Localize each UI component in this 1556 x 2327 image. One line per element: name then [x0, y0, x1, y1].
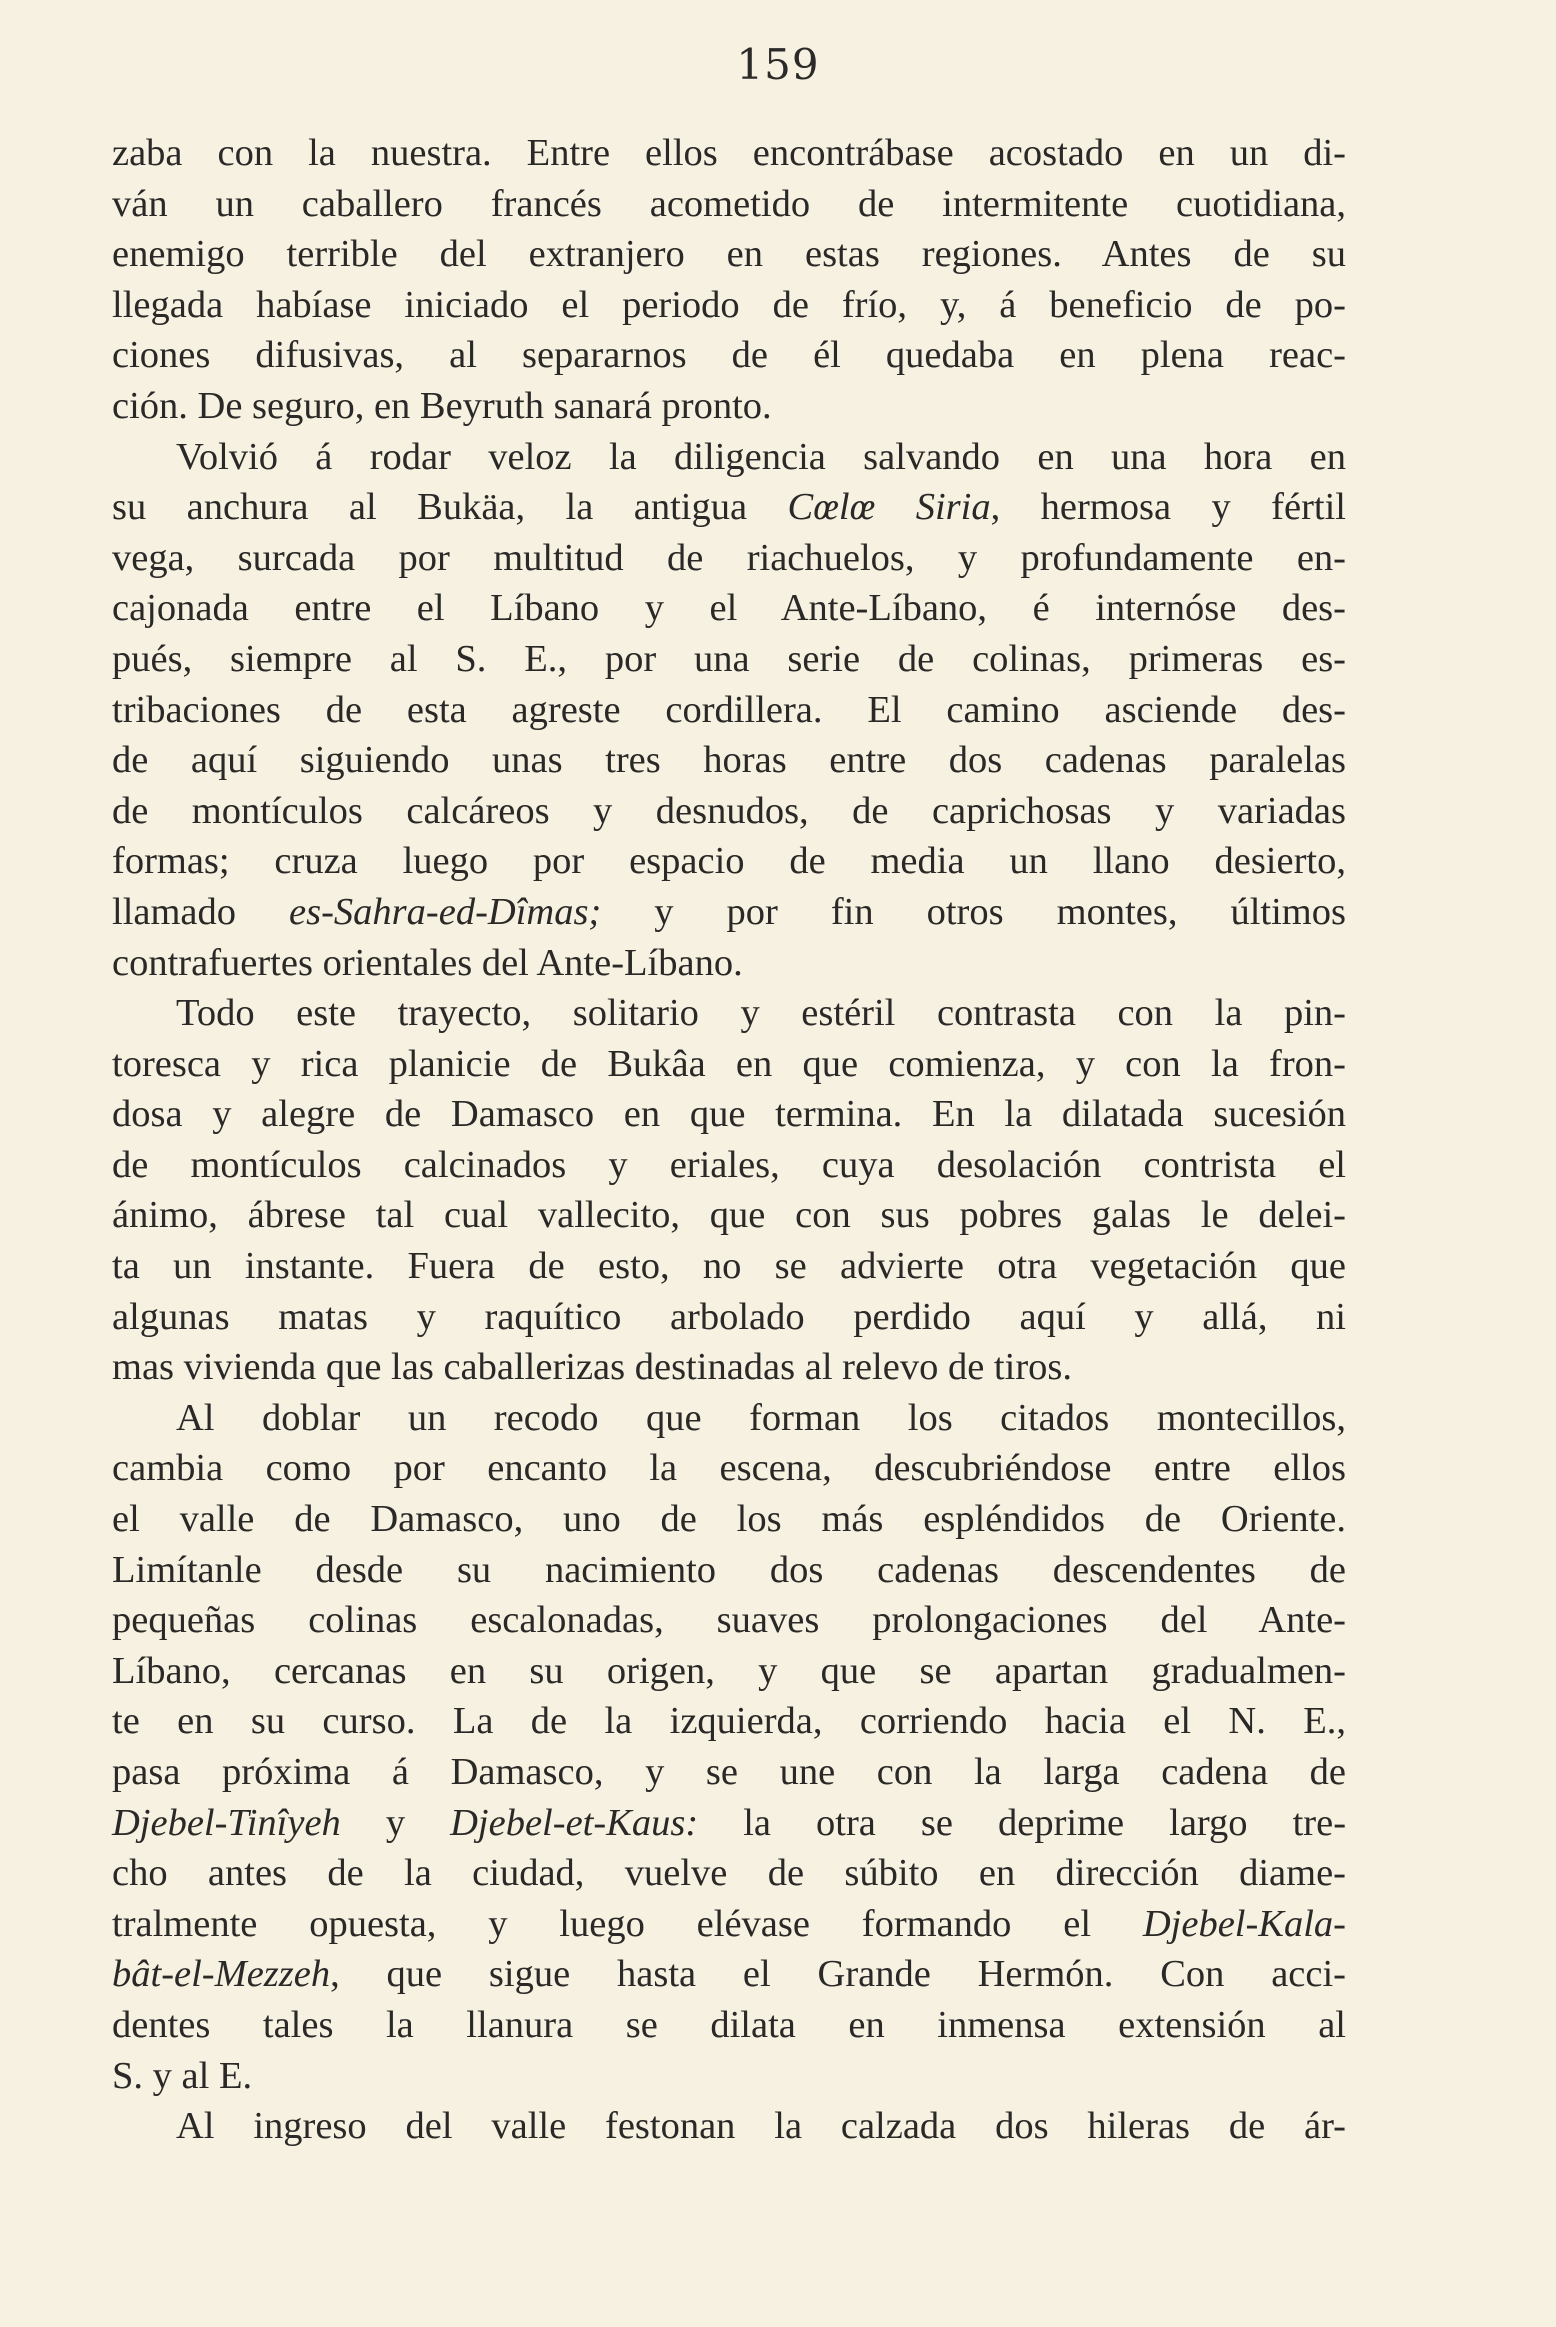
text-line: [112, 1443, 1346, 1494]
italic-text: bât-el-Mezzeh: [112, 1953, 331, 1996]
text-line: [112, 1292, 1346, 1343]
text-line: [112, 381, 1346, 432]
text-segment: te en su curso. La de la izquierda, corriendo hacia el N. E.,: [112, 1700, 1346, 1743]
italic-text: Cœlœ Siria: [787, 486, 991, 529]
text-line: [112, 1595, 1346, 1646]
text-line: [112, 1949, 1346, 2000]
text-segment: ciones difusivas, al separarnos de él quedaba en plena reac-: [112, 334, 1346, 377]
text-segment: dosa y alegre de Damasco en que termina. En la dilatada sucesión: [112, 1093, 1346, 1136]
text-segment: toresca y rica planicie de Bukâa en que comienza, y con la fron-: [112, 1042, 1346, 1085]
text-segment: enemigo terrible del extranjero en estas regiones. Antes de su: [112, 233, 1346, 276]
text-segment: pués, siempre al S. E., por una serie de colinas, primeras es-: [112, 637, 1346, 680]
text-segment: S. y al E.: [112, 2054, 253, 2097]
text-line: [112, 1342, 1346, 1393]
text-segment: zaba con la nuestra. Entre ellos encontrábase acostado en un di-: [112, 132, 1346, 174]
text-segment: ánimo, ábrese tal cual vallecito, que con sus pobres galas le delei-: [112, 1194, 1346, 1237]
text-line: [112, 1798, 1346, 1849]
text-segment: cajonada entre el Líbano y el Ante-Líbano, é internóse des-: [112, 587, 1346, 630]
text-line: [112, 938, 1346, 989]
text-line: [112, 1140, 1346, 1191]
text-line: [112, 1089, 1346, 1140]
text-segment: tralmente opuesta, y luego elévase formando el: [112, 1902, 1143, 1945]
text-line: [112, 1039, 1346, 1090]
text-segment: ván un caballero francés acometido de intermitente cuotidiana,: [112, 182, 1346, 225]
text-line: [112, 786, 1346, 837]
text-line: [112, 1848, 1346, 1899]
text-line: [112, 1393, 1346, 1444]
text-segment: de montículos calcáreos y desnudos, de caprichosas y variadas: [112, 789, 1346, 832]
text-line: [112, 1646, 1346, 1697]
text-line: [112, 2000, 1346, 2051]
text-segment: , que sigue hasta el Grande Hermón. Con acci-: [330, 1953, 1346, 1996]
text-line: [112, 685, 1346, 736]
text-segment: de montículos calcinados y eriales, cuya desolación contrista el: [112, 1143, 1346, 1186]
text-line: [112, 1241, 1346, 1292]
text-line: [112, 533, 1346, 584]
text-segment: el valle de Damasco, uno de los más espléndidos de Oriente.: [112, 1498, 1346, 1541]
text-segment: Al ingreso del valle festonan la calzada dos hileras de ár-: [176, 2105, 1346, 2148]
text-line: [112, 280, 1346, 331]
text-segment: pasa próxima á Damasco, y se une con la larga cadena de: [112, 1751, 1346, 1793]
text-line: [112, 1545, 1346, 1596]
italic-text: es-Sahra-ed-Dîmas;: [289, 890, 602, 933]
text-line: [112, 128, 1346, 179]
text-segment: ción. De seguro, en Beyruth sanará pronto.: [112, 384, 772, 427]
italic-text: Djebel-Kala-: [1142, 1902, 1346, 1945]
text-line: [112, 887, 1346, 938]
text-line: [112, 482, 1346, 533]
text-segment: vega, surcada por multitud de riachuelos, y profundamente en-: [112, 536, 1346, 579]
body-text: [112, 128, 1346, 2152]
text-line: [112, 836, 1346, 887]
text-line: [112, 1899, 1346, 1950]
text-segment: Líbano, cercanas en su origen, y que se apartan gradualmen-: [112, 1649, 1346, 1692]
text-segment: formas; cruza luego por espacio de media un llano desierto,: [112, 840, 1346, 883]
italic-text: Djebel-et-Kaus:: [450, 1801, 699, 1844]
text-line: [112, 988, 1346, 1039]
text-segment: su anchura al Bukäa, la antigua: [112, 486, 788, 529]
text-segment: llegada habíase iniciado el periodo de frío, y, á beneficio de po-: [112, 283, 1346, 326]
page-number: 159: [736, 40, 820, 89]
text-segment: de aquí siguiendo unas tres horas entre dos cadenas paralelas: [112, 739, 1346, 782]
text-segment: pequeñas colinas escalonadas, suaves prolongaciones del Ante-: [112, 1599, 1346, 1642]
text-segment: , hermosa y fértil: [990, 486, 1346, 529]
text-segment: Limítanle desde su nacimiento dos cadenas descendentes de: [112, 1548, 1346, 1591]
text-segment: algunas matas y raquítico arbolado perdido aquí y allá, ni: [112, 1295, 1346, 1338]
text-line: [112, 1696, 1346, 1747]
text-segment: ta un instante. Fuera de esto, no se advierte otra vegetación que: [112, 1245, 1346, 1288]
text-segment: tribaciones de esta agreste cordillera. El camino asciende des-: [112, 688, 1346, 731]
text-line: [112, 2051, 1346, 2102]
text-segment: llamado: [112, 890, 290, 933]
text-segment: la otra se deprime largo tre-: [698, 1801, 1347, 1844]
text-line: [112, 735, 1346, 786]
text-segment: y por fin otros montes, últimos: [601, 890, 1346, 933]
italic-text: Djebel-Tinîyeh: [112, 1801, 341, 1844]
text-line: [112, 432, 1346, 483]
text-line: [112, 2101, 1346, 2152]
text-line: [112, 1190, 1346, 1241]
text-segment: cambia como por encanto la escena, descubriéndose entre ellos: [112, 1447, 1346, 1490]
text-line: [112, 634, 1346, 685]
text-segment: mas vivienda que las caballerizas destinadas al relevo de tiros.: [112, 1346, 1072, 1389]
text-segment: y: [340, 1801, 451, 1844]
text-segment: cho antes de la ciudad, vuelve de súbito en dirección diame-: [112, 1852, 1346, 1895]
text-segment: dentes tales la llanura se dilata en inmensa extensión al: [112, 2003, 1346, 2046]
text-line: [112, 229, 1346, 280]
text-line: [112, 583, 1346, 634]
text-line: [112, 179, 1346, 230]
text-line: [112, 1747, 1346, 1798]
text-segment: Todo este trayecto, solitario y estéril contrasta con la pin-: [176, 992, 1346, 1035]
text-segment: Volvió á rodar veloz la diligencia salvando en una hora en: [176, 435, 1346, 478]
text-segment: contrafuertes orientales del Ante-Líbano.: [112, 941, 743, 984]
text-line: [112, 330, 1346, 381]
text-segment: Al doblar un recodo que forman los citados montecillos,: [176, 1396, 1346, 1439]
text-line: [112, 1494, 1346, 1545]
